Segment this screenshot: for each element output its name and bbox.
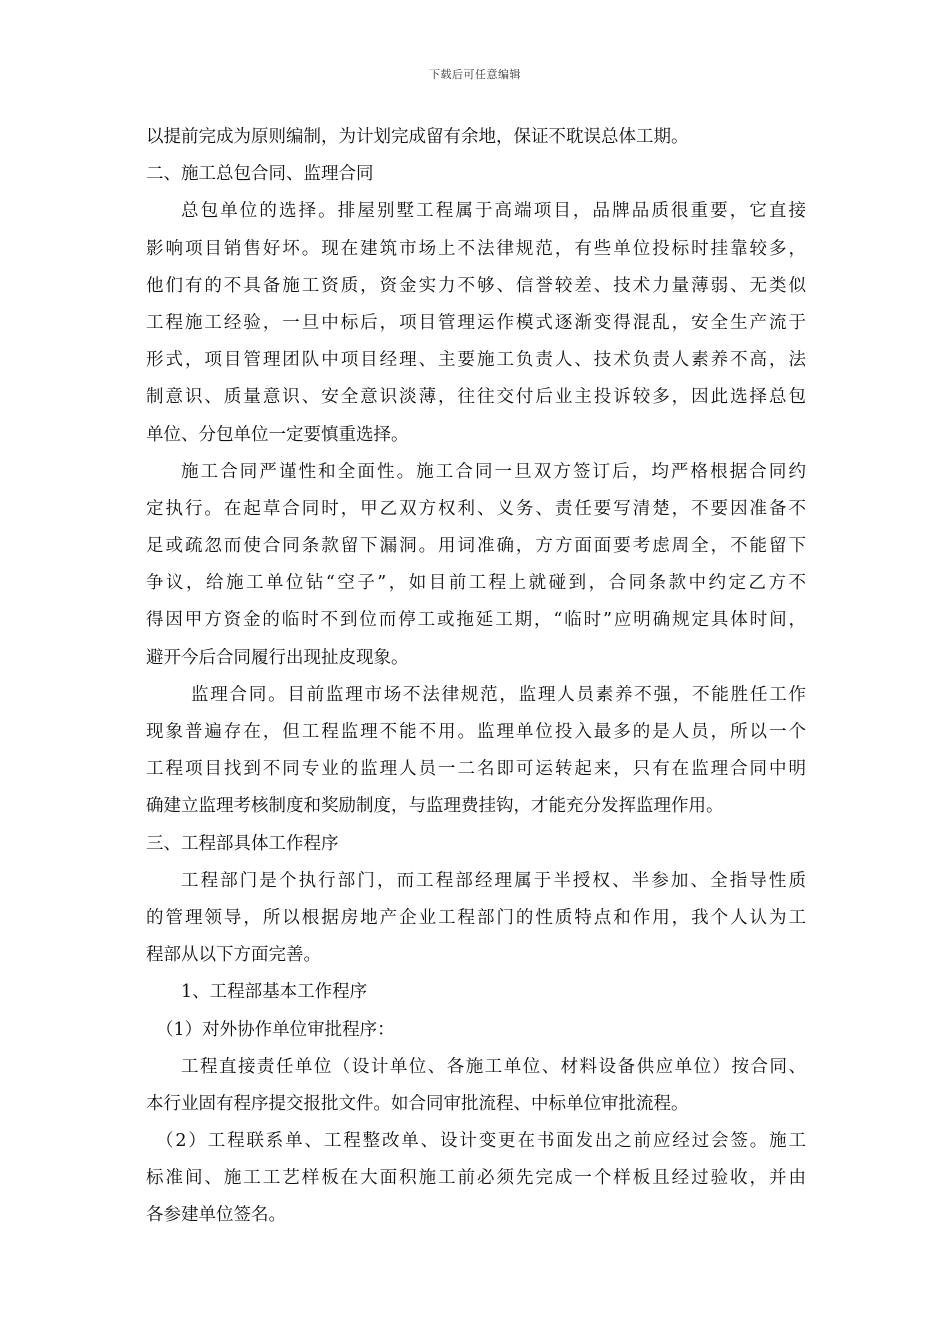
text-line: 工程部门是个执行部门，而工程部经理属于半授权、半参加、全指导性质 — [181, 870, 806, 891]
text-line: 形式，项目管理团队中项目经理、主要施工负责人、技术负责人素养不高，法 — [146, 350, 806, 371]
text-line: 工程施工经验，一旦中标后，项目管理运作模式逐渐变得混乱，安全生产流于 — [146, 312, 806, 333]
text-line: 程部从以下方面完善。 — [146, 945, 321, 966]
text-line: 影响项目销售好坏。现在建筑市场上不法律规范，有些单位投标时挂靠较多， — [146, 238, 806, 259]
text-line: 本行业固有程序提交报批文件。如合同审批流程、中标单位审批流程。 — [146, 1093, 689, 1114]
text-line: 得因甲方资金的临时不到位而停工或拖延工期，“临时”应明确规定具体时间， — [146, 610, 806, 631]
text-line: 总包单位的选择。排屋别墅工程属于高端项目，品牌品质很重要，它直接 — [181, 201, 806, 222]
text-line: 定执行。在起草合同时，甲乙双方权利、义务、责任要写清楚，不要因准备不 — [146, 498, 806, 519]
text-line: 工程项目找到不同专业的监理人员一二名即可运转起来，只有在监理合同中明 — [146, 759, 806, 780]
text-line: 确建立监理考核制度和奖励制度，与监理费挂钩，才能充分发挥监理作用。 — [146, 796, 724, 817]
text-line: 足或疏忽而使合同条款留下漏洞。用词准确，方方面面要考虑周全，不能留下 — [146, 536, 806, 557]
text-line: 现象普遍存在，但工程监理不能不用。监理单位投入最多的是人员，所以一个 — [146, 722, 806, 742]
text-line: 各参建单位签名。 — [146, 1205, 286, 1226]
text-line: （2）工程联系单、工程整改单、设计变更在书面发出之前应经过会签。施工 — [156, 1131, 806, 1152]
text-line: 争议，给施工单位钻“空子”，如目前工程上就碰到，合同条款中约定乙方不 — [146, 573, 806, 594]
text-line: 单位、分包单位一定要慎重选择。 — [146, 424, 409, 445]
text-line: 三、工程部具体工作程序 — [146, 833, 339, 854]
document-body — [146, 119, 806, 1235]
text-line: （1）对外协作单位审批程序： — [156, 1019, 395, 1040]
text-line: 制意识、质量意识、安全意识淡薄，往往交付后业主投诉较多，因此选择总包 — [146, 387, 806, 408]
page-header-note: 下载后可任意编辑 — [429, 68, 521, 81]
text-line: 施工合同严谨性和全面性。施工合同一旦双方签订后，均严格根据合同约 — [181, 461, 806, 482]
text-line: 监理合同。目前监理市场不法律规范，监理人员素养不强，不能胜任工作 — [191, 684, 806, 705]
text-line: 避开今后合同履行出现扯皮现象。 — [146, 647, 409, 668]
text-line: 以提前完成为原则编制，为计划完成留有余地，保证不耽误总体工期。 — [146, 127, 689, 147]
text-line: 标准间、施工工艺样板在大面积施工前必须先完成一个样板且经过验收，并由 — [146, 1168, 806, 1189]
text-line: 工程直接责任单位（设计单位、各施工单位、材料设备供应单位）按合同、 — [181, 1056, 806, 1077]
text-line: 1、工程部基本工作程序 — [181, 982, 368, 1003]
text-line: 他们有的不具备施工资质，资金实力不够、信誉较差、技术力量薄弱、无类似 — [146, 275, 806, 296]
text-line: 二、施工总包合同、监理合同 — [146, 164, 374, 185]
text-line: 的管理领导，所以根据房地产企业工程部门的性质特点和作用，我个人认为工 — [146, 907, 806, 928]
